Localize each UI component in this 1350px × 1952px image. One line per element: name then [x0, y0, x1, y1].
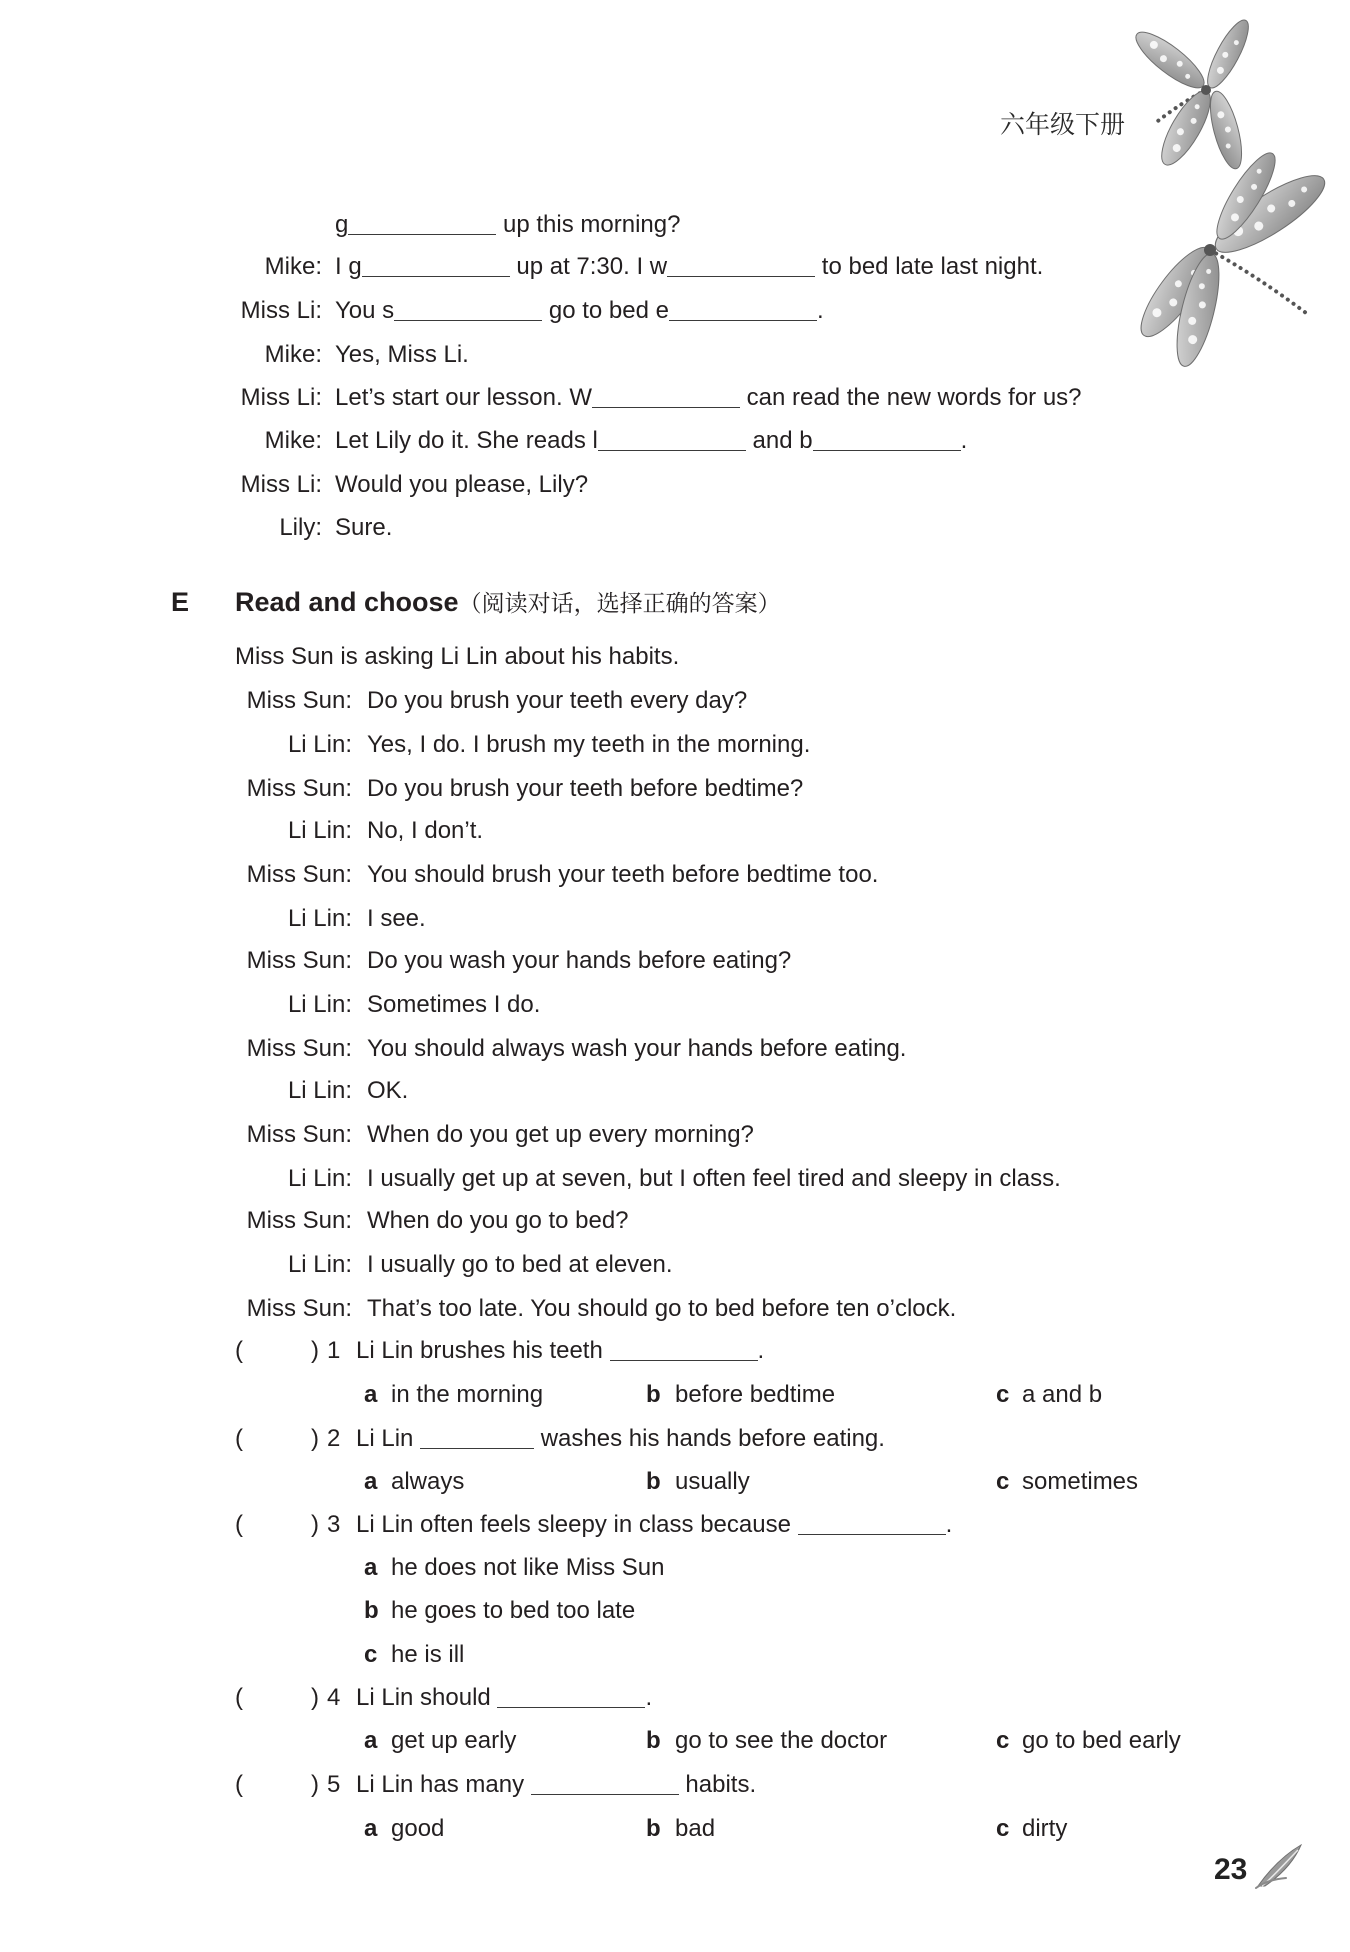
dialogue-text: [335, 205, 680, 245]
speaker-label: Miss Sun:: [246, 1121, 352, 1148]
option-text: a and b: [1022, 1381, 1103, 1408]
option-text: sometimes: [1022, 1468, 1139, 1495]
dialogue-line: [0, 1029, 1350, 1069]
option-letter: b: [364, 1597, 379, 1624]
question-number: 2: [327, 1425, 341, 1452]
answer-blank: [667, 258, 815, 277]
question-number: 5: [327, 1771, 341, 1798]
dialogue-text: I usually go to bed at eleven.: [367, 1251, 673, 1278]
option-letter: c: [996, 1727, 1010, 1754]
question-number: 4: [327, 1684, 341, 1711]
answer-bracket-open: (: [235, 1511, 243, 1538]
question-number: 1: [327, 1337, 341, 1364]
speaker-label: Li Lin:: [287, 1251, 352, 1278]
dialogue-line: [0, 855, 1350, 895]
speaker-label: Mike:: [264, 427, 322, 454]
text-segment: .: [945, 1511, 953, 1538]
answer-bracket-close: ): [311, 1337, 319, 1364]
text-segment: Sure.: [335, 514, 393, 541]
speaker-label: Miss Sun:: [246, 1295, 352, 1322]
answer-bracket-open: (: [235, 1684, 243, 1711]
text-segment: Li Lin has many: [356, 1771, 531, 1798]
section-title: [235, 580, 781, 625]
speaker-label: Miss Li:: [240, 297, 322, 324]
question-row: [0, 1765, 1350, 1805]
dialogue-line: [0, 681, 1350, 721]
dialogue-line: [0, 1289, 1350, 1329]
text-segment: .: [816, 297, 824, 324]
leaf-icon: [1254, 1842, 1304, 1890]
dialogue-text: No, I don’t.: [367, 817, 484, 844]
dialogue-text: Do you wash your hands before eating?: [367, 947, 792, 974]
option-letter: a: [364, 1815, 378, 1842]
option-text: dirty: [1022, 1815, 1068, 1842]
dialogue-line: [0, 1159, 1350, 1199]
option-text: bad: [675, 1815, 716, 1842]
dialogue-text: Yes, I do. I brush my teeth in the morning.: [367, 731, 811, 758]
text-segment: go to bed e: [542, 297, 669, 324]
text-segment: up this morning?: [496, 211, 681, 238]
dialogue-line: [0, 1071, 1350, 1111]
dialogue-line: [0, 247, 1350, 287]
speaker-label: Mike:: [264, 341, 322, 368]
dialogue-text: [335, 335, 469, 375]
option-text: go to bed early: [1022, 1727, 1181, 1754]
text-segment: Let Lily do it. She reads l: [335, 427, 598, 454]
question-number: 3: [327, 1511, 341, 1538]
option-text: go to see the doctor: [675, 1727, 888, 1754]
dialogue-line: [0, 465, 1350, 505]
answer-blank: [394, 302, 542, 321]
answer-blank: [362, 258, 510, 277]
dialogue-line: [0, 725, 1350, 765]
question-text: [356, 1505, 952, 1545]
speaker-label: Miss Sun:: [246, 947, 352, 974]
text-segment: You s: [335, 297, 395, 324]
dialogue-line: [0, 1201, 1350, 1241]
dialogue-text: You should brush your teeth before bedtime too.: [367, 861, 879, 888]
dialogue-text: Sometimes I do.: [367, 991, 541, 1018]
text-segment: and b: [745, 427, 813, 454]
answer-bracket-open: (: [235, 1771, 243, 1798]
text-segment: can read the new words for us?: [740, 384, 1082, 411]
intro-line: [0, 637, 1350, 677]
option-letter: a: [364, 1554, 378, 1581]
option-letter: a: [364, 1727, 378, 1754]
speaker-label: Miss Li:: [240, 384, 322, 411]
text-segment: up at 7:30. I w: [509, 253, 668, 280]
option-letter: c: [996, 1468, 1010, 1495]
answer-blank: [598, 432, 746, 451]
grade-label: 六年级下册: [1000, 111, 1126, 139]
dialogue-text: When do you go to bed?: [367, 1207, 629, 1234]
option-letter: b: [646, 1381, 661, 1408]
answer-blank: [531, 1776, 679, 1795]
question-text: [356, 1331, 764, 1371]
text-segment: to bed late last night.: [815, 253, 1044, 280]
answer-blank: [610, 1342, 758, 1361]
dialogue-text: [335, 378, 1082, 418]
question-row: [0, 1419, 1350, 1459]
dialogue-text: [335, 291, 824, 331]
option-letter: b: [646, 1727, 661, 1754]
page-number: 23: [1214, 1853, 1248, 1886]
dialogue-text: I see.: [367, 905, 426, 932]
dialogue-line: [0, 335, 1350, 375]
option-letter: c: [996, 1815, 1010, 1842]
text-segment: washes his hands before eating.: [534, 1425, 885, 1452]
answer-blank: [592, 389, 740, 408]
dialogue-text: You should always wash your hands before eating.: [367, 1035, 907, 1062]
intro-text: Miss Sun is asking Li Lin about his habits.: [235, 643, 680, 670]
text-segment: Li Lin: [356, 1425, 421, 1452]
question-row: [0, 1678, 1350, 1718]
answer-blank: [497, 1689, 645, 1708]
dialogue-text: Do you brush your teeth every day?: [367, 687, 748, 714]
text-segment: .: [757, 1337, 765, 1364]
text-segment: habits.: [678, 1771, 757, 1798]
answer-bracket-close: ): [311, 1684, 319, 1711]
text-segment: Li Lin brushes his teeth: [356, 1337, 610, 1364]
speaker-label: Li Lin:: [287, 817, 352, 844]
options-row: [0, 1721, 1350, 1761]
dialogue-text: I usually get up at seven, but I often feel tired and sleepy in class.: [367, 1165, 1061, 1192]
dialogue-line: [0, 378, 1350, 418]
option-letter: c: [364, 1641, 378, 1668]
dialogue-text: [335, 247, 1043, 287]
answer-blank: [798, 1516, 946, 1535]
speaker-label: Li Lin:: [287, 991, 352, 1018]
option-letter: c: [996, 1381, 1010, 1408]
dialogue-line: [0, 985, 1350, 1025]
text-segment: .: [960, 427, 968, 454]
option-row: [0, 1591, 1350, 1631]
answer-bracket-open: (: [235, 1425, 243, 1452]
dialogue-text: That’s too late. You should go to bed before ten o’clock.: [367, 1295, 957, 1322]
option-text: get up early: [391, 1727, 517, 1754]
text-segment: Let’s start our lesson. W: [335, 384, 592, 411]
speaker-label: Li Lin:: [287, 1165, 352, 1192]
dialogue-text: [335, 465, 588, 505]
answer-blank: [669, 302, 817, 321]
speaker-label: Miss Sun:: [246, 687, 352, 714]
speaker-label: Li Lin:: [287, 731, 352, 758]
option-text: good: [391, 1815, 445, 1842]
text-segment: Li Lin often feels sleepy in class because: [356, 1511, 798, 1538]
question-text: [356, 1419, 885, 1459]
dialogue-line: [0, 291, 1350, 331]
section-heading: [0, 580, 1350, 624]
answer-bracket-open: (: [235, 1337, 243, 1364]
section-title-en: Read and choose: [235, 587, 459, 617]
dragonfly-icon: [1129, 15, 1256, 171]
options-row: [0, 1462, 1350, 1502]
answer-blank: [348, 216, 496, 235]
dialogue-line: [0, 1115, 1350, 1155]
answer-bracket-close: ): [311, 1771, 319, 1798]
text-segment: Li Lin should: [356, 1684, 498, 1711]
speaker-label: Miss Li:: [240, 471, 322, 498]
options-row: [0, 1375, 1350, 1415]
text-segment: Yes, Miss Li.: [335, 341, 469, 368]
speaker-label: Lily:: [279, 514, 322, 541]
question-row: [0, 1505, 1350, 1545]
speaker-label: Li Lin:: [287, 905, 352, 932]
option-letter: a: [364, 1381, 378, 1408]
dialogue-text: OK.: [367, 1077, 409, 1104]
speaker-label: Miss Sun:: [246, 775, 352, 802]
text-segment: I g: [335, 253, 362, 280]
speaker-label: Mike:: [264, 253, 322, 280]
dialogue-text: When do you get up every morning?: [367, 1121, 754, 1148]
option-text: he is ill: [391, 1641, 465, 1668]
option-letter: b: [646, 1468, 661, 1495]
speaker-label: Miss Sun:: [246, 861, 352, 888]
dialogue-line: [0, 811, 1350, 851]
dialogue-line: [0, 508, 1350, 548]
text-segment: .: [645, 1684, 653, 1711]
options-row: [0, 1809, 1350, 1849]
option-text: in the morning: [391, 1381, 544, 1408]
speaker-label: Li Lin:: [287, 1077, 352, 1104]
dialogue-text: [335, 421, 967, 461]
dialogue-line: [0, 769, 1350, 809]
text-segment: Would you please, Lily?: [335, 471, 589, 498]
dialogue-line: [0, 941, 1350, 981]
dialogue-line: [0, 421, 1350, 461]
speaker-label: Miss Sun:: [246, 1035, 352, 1062]
answer-blank: [813, 432, 961, 451]
dialogue-text: Do you brush your teeth before bedtime?: [367, 775, 804, 802]
answer-bracket-close: ): [311, 1511, 319, 1538]
question-text: [356, 1765, 756, 1805]
option-text: before bedtime: [675, 1381, 836, 1408]
option-row: [0, 1548, 1350, 1588]
option-text: he goes to bed too late: [391, 1597, 636, 1624]
option-text: always: [391, 1468, 465, 1495]
option-row: [0, 1635, 1350, 1675]
option-text: usually: [675, 1468, 750, 1495]
answer-blank: [420, 1430, 534, 1449]
question-row: [0, 1331, 1350, 1371]
dialogue-line: [0, 205, 1350, 245]
option-letter: b: [646, 1815, 661, 1842]
option-letter: a: [364, 1468, 378, 1495]
speaker-label: Miss Sun:: [246, 1207, 352, 1234]
section-letter: E: [171, 587, 190, 617]
option-text: he does not like Miss Sun: [391, 1554, 665, 1581]
question-text: [356, 1678, 652, 1718]
dialogue-line: [0, 899, 1350, 939]
text-segment: g: [335, 211, 349, 238]
section-title-cn: （阅读对话，选择正确的答案）: [458, 590, 781, 616]
dialogue-text: [335, 508, 392, 548]
dialogue-line: [0, 1245, 1350, 1285]
answer-bracket-close: ): [311, 1425, 319, 1452]
